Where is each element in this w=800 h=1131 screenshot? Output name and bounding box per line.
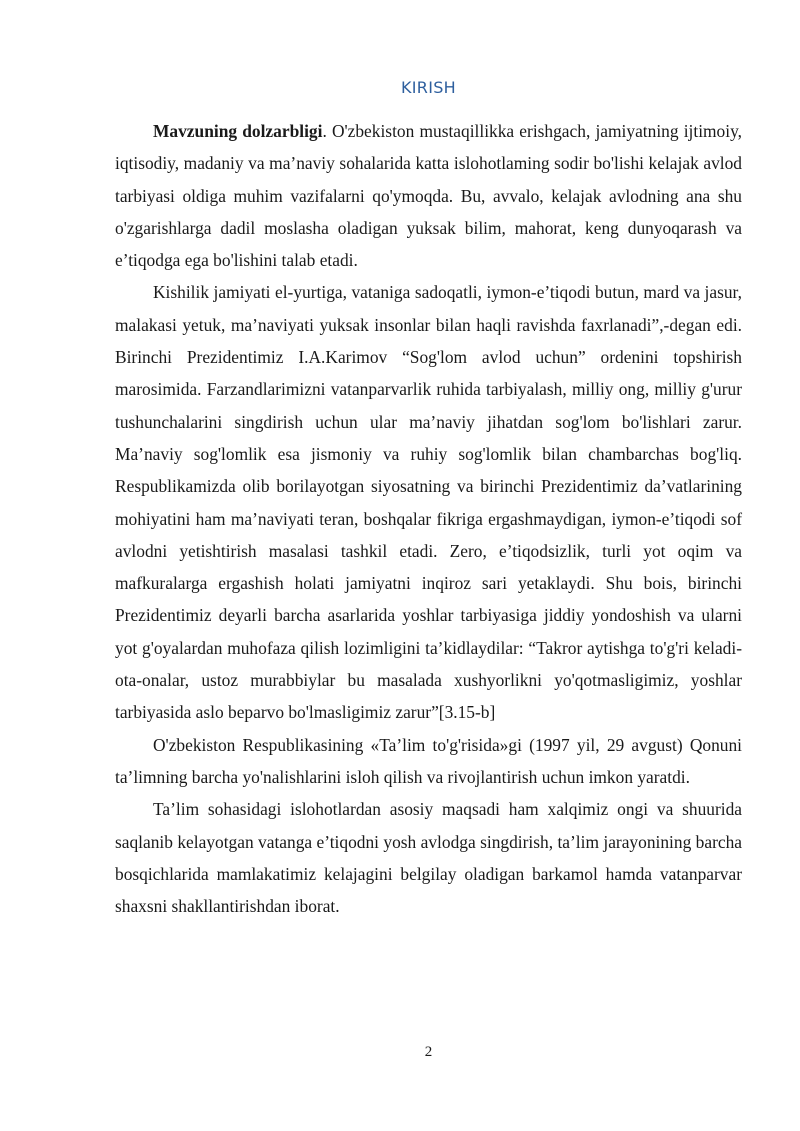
paragraph-4: Ta’lim sohasidagi islohotlardan asosiy maqsadi ham xalqimiz ongi va shuurida saqlanib kelayotgan vatanga e’tiqodni yosh avlodga singdirish, ta’lim jarayonining barcha bosqichlarida mamlakatimiz kelajagini belgilay oladigan barkamol hamda vatanparvar shaxsni shakllantirishdan iborat.: [115, 799, 742, 917]
paragraph-3: O'zbekiston Respublikasining «Ta’lim to'g'risida»gi (1997 yil, 29 avgust) Qonuni ta’limning barcha yo'nalishlarini isloh qilish va rivojlantirish uchun imkon yaratdi.: [115, 734, 742, 787]
paragraph-2: Kishilik jamiyati el-yurtiga, vataniga sadoqatli, iymon-e’tiqodi butun, mard va jasur, malakasi yetuk, ma’naviyati yuksak insonlar bilan haqli ravishda faxrlanadi”,-degan edi. Birinchi Prezidentimiz I.A.Karimov “Sog'lom avlod uchun” ordenini topshirish marosimida. Farzandlarimizni vatanparvarlik ruhida tarbiyalash, milliy ong, milliy g'urur tushunchalarini singdirish uchun ular ma’naviy jihatdan sog'lom bo'lishlari zarur. Ma’naviy sog'lomlik esa jismoniy va ruhiy sog'lomlik bilan chambarchas bog'liq. Respublikamizda olib borilayotgan siyosatning va birinchi Prezidentimiz da’vatlarining mohiyatini ham ma’naviyati teran, boshqalar fikriga ergashmaydigan, iymon-e’tiqodi sof avlodni yetishtirish masalasi tashkil etadi. Zero, e’tiqodsizlik, turli yot oqim va mafkuralarga ergashish holati jamiyatni inqiroz sari yetaklaydi. Shu bois, birinchi Prezidentimiz deyarli barcha asarlarida yoshlar tarbiyasiga jiddiy yondoshish va ularni yot g'oyalardan muhofaza qilish lozimligini ta’kidlaydilar: “Takror aytishga to'g'ri keladi-ota-onalar, ustoz murabbiylar bu masalada xushyorlikni yo'qotmasligimiz, yoshlar tarbiyasida aslo beparvo bo'lmasligimiz zarur”[3.15-b]: [115, 282, 742, 723]
paragraph-1-text: . O'zbekiston mustaqillikka erishgach, jamiyatning ijtimoiy, iqtisodiy, madaniy va ma’naviy sohalarida katta islohotlaming sodir bo'lishi kelajak avlod tarbiyasi oldiga muhim vazifalarni qo'ymoqda. Bu, avvalo, kelajak avlodning ana shu o'zgarishlarga dadil moslasha oladigan yuksak bilim, mahorat, keng dunyoqarash va e’tiqodga ega bo'lishini talab etadi.: [115, 121, 742, 271]
page-number: 2: [424, 1044, 433, 1060]
paragraph-lead: Mavzuning dolzarbligi: [153, 121, 323, 141]
body-text: [115, 115, 742, 922]
paragraph-1: [115, 115, 742, 276]
section-heading: KIRISH: [400, 78, 457, 97]
